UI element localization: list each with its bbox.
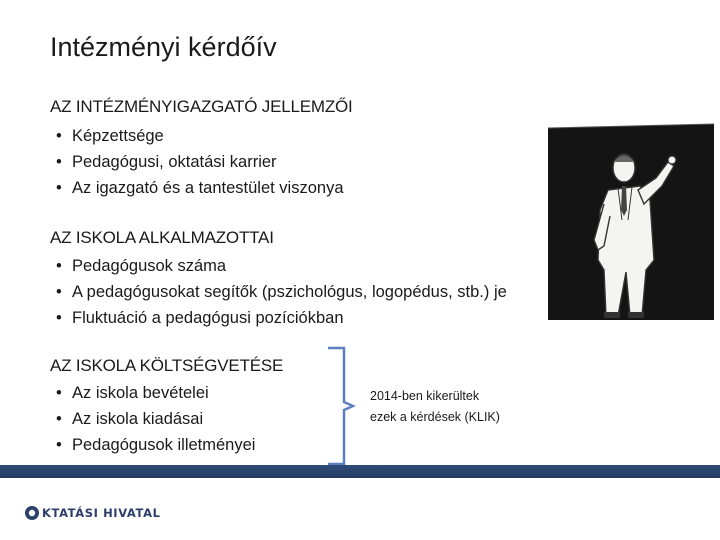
list-item	[50, 279, 507, 305]
logo-text: KTATÁSI HIVATAL	[42, 506, 161, 520]
list-item	[50, 175, 344, 201]
list-item	[50, 432, 255, 458]
bullet-list-staff	[50, 253, 507, 331]
bullet-icon: •	[56, 283, 62, 301]
list-item-text: A pedagógusokat segítők (pszichológus, logopédus, stb.) je	[72, 283, 507, 301]
footer-bar	[0, 465, 720, 478]
teacher-illustration	[538, 120, 716, 320]
bullet-icon: •	[56, 410, 62, 428]
slide-title: Intézményi kérdőív	[50, 32, 277, 62]
bullet-icon: •	[56, 384, 62, 402]
footer-logo	[24, 505, 161, 521]
list-item	[50, 253, 507, 279]
bullet-icon: •	[56, 127, 62, 145]
circle-logo-icon	[24, 505, 40, 521]
note-line-2: ezek a kérdések (KLIK)	[370, 410, 500, 424]
section-heading-principal: AZ INTÉZMÉNYIGAZGATÓ JELLEMZŐI	[50, 97, 353, 116]
list-item-text: Pedagógusok száma	[72, 257, 227, 275]
list-item-text: Pedagógusi, oktatási karrier	[72, 153, 277, 171]
bullet-icon: •	[56, 257, 62, 275]
list-item	[50, 380, 255, 406]
note-line-1: 2014-ben kikerültek	[370, 389, 480, 403]
list-item	[50, 149, 344, 175]
list-item-text: Az iskola kiadásai	[72, 410, 204, 428]
section-heading-staff: AZ ISKOLA ALKALMAZOTTAI	[50, 228, 274, 247]
bullet-icon: •	[56, 309, 62, 327]
list-item	[50, 305, 507, 331]
bullet-list-budget	[50, 380, 255, 458]
section-heading-budget: AZ ISKOLA KÖLTSÉGVETÉSE	[50, 356, 284, 375]
curly-brace-icon	[326, 346, 356, 466]
list-item	[50, 123, 344, 149]
list-item	[50, 406, 255, 432]
list-item-text: Az igazgató és a tantestület viszonya	[72, 179, 344, 197]
bullet-icon: •	[56, 153, 62, 171]
bullet-icon: •	[56, 436, 62, 454]
list-item-text: Az iskola bevételei	[72, 384, 209, 402]
bullet-icon: •	[56, 179, 62, 197]
list-item-text: Képzettsége	[72, 127, 164, 145]
bullet-list-principal	[50, 123, 344, 201]
list-item-text: Fluktuáció a pedagógusi pozíciókban	[72, 309, 344, 327]
list-item-text: Pedagógusok illetményei	[72, 436, 256, 454]
